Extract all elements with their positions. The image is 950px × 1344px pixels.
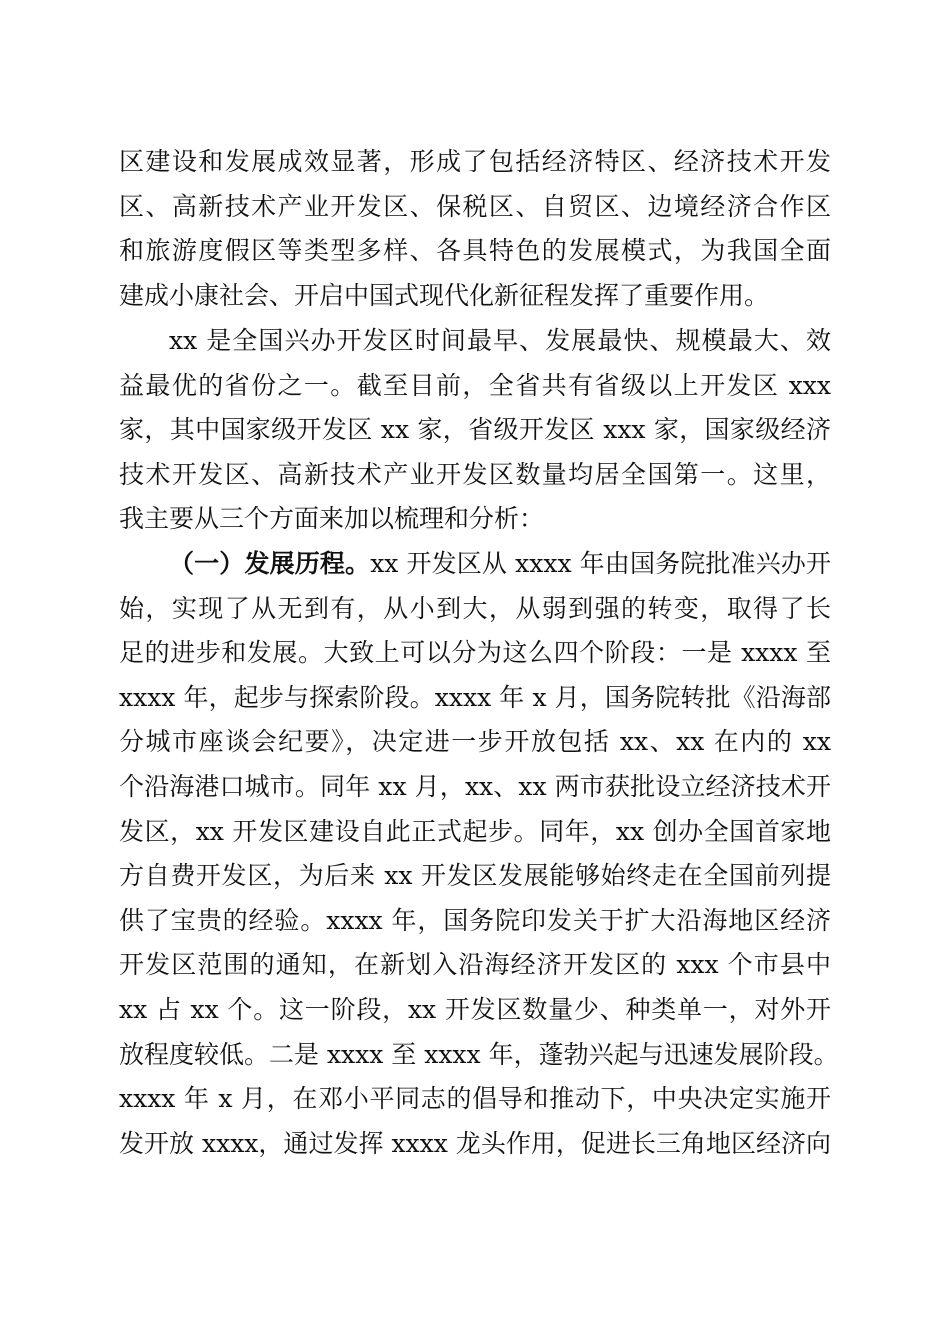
text-line: xxxx 年，起步与探索阶段。xxxx 年 x 月，国务院转批《沿海部 (119, 682, 831, 712)
text-line: 放程度较低。二是 xxxx 至 xxxx 年，蓬勃兴起与迅速发展阶段。 (119, 1039, 839, 1069)
text-line: 和旅游度假区等类型多样、各具特色的发展模式，为我国全面 (119, 236, 831, 266)
text-line: xxxx 年 x 月，在邓小平同志的倡导和推动下，中央决定实施开 (119, 1084, 831, 1114)
text-line: 益最优的省份之一。截至目前，全省共有省级以上开发区 xxx (119, 370, 831, 400)
text-line: xx 是全国兴办开发区时间最早、发展最快、规模最大、效 (169, 326, 831, 355)
paragraph-development-history (119, 542, 839, 1166)
text-line: 建成小康社会、开启中国式现代化新征程发挥了重要作用。 (119, 280, 770, 310)
text-line: 我主要从三个方面来加以梳理和分析： (119, 504, 545, 534)
text-line: 个沿海港口城市。同年 xx 月，xx、xx 两市获批设立经济技术开 (119, 771, 831, 801)
text-line: 足的进步和发展。大致上可以分为这么四个阶段：一是 xxxx 至 (119, 638, 831, 668)
text-line: xx 占 xx 个。这一阶段，xx 开发区数量少、种类单一，对外开 (119, 994, 831, 1024)
text-line: 发开放 xxxx，通过发挥 xxxx 龙头作用，促进长三角地区经济向 (119, 1128, 831, 1158)
text-line: 方自费开发区，为后来 xx 开发区发展能够始终走在全国前列提 (119, 861, 831, 891)
text-line: 始，实现了从无到有，从小到大，从弱到强的转变，取得了长 (119, 593, 831, 623)
text-line: 区、高新技术产业开发区、保税区、自贸区、边境经济合作区 (119, 191, 831, 221)
text-line: 分城市座谈会纪要》，决定进一步开放包括 xx、xx 在内的 xx (119, 727, 831, 757)
text-line: 技术开发区、高新技术产业开发区数量均居全国第一。这里， (119, 459, 831, 489)
text-line: 供了宝贵的经验。xxxx 年，国务院印发关于扩大沿海地区经济 (119, 905, 831, 935)
text-line: 家，其中国家级开发区 xx 家，省级开发区 xxx 家，国家级经济 (119, 415, 831, 445)
paragraph-province-overview (119, 319, 831, 542)
text-line (119, 542, 831, 587)
text-line: 开发区范围的通知，在新划入沿海经济开发区的 xxx 个市县中 (119, 950, 831, 980)
paragraph-development-achievements (119, 140, 831, 318)
section-heading: （一）发展历程。 (169, 549, 371, 578)
heading-line-text: xx 开发区从 xxxx 年由国务院批准兴办开 (370, 549, 831, 578)
text-line: 发区，xx 开发区建设自此正式起步。同年，xx 创办全国首家地 (119, 816, 831, 846)
text-line: 区建设和发展成效显著，形成了包括经济特区、经济技术开发 (119, 147, 831, 176)
